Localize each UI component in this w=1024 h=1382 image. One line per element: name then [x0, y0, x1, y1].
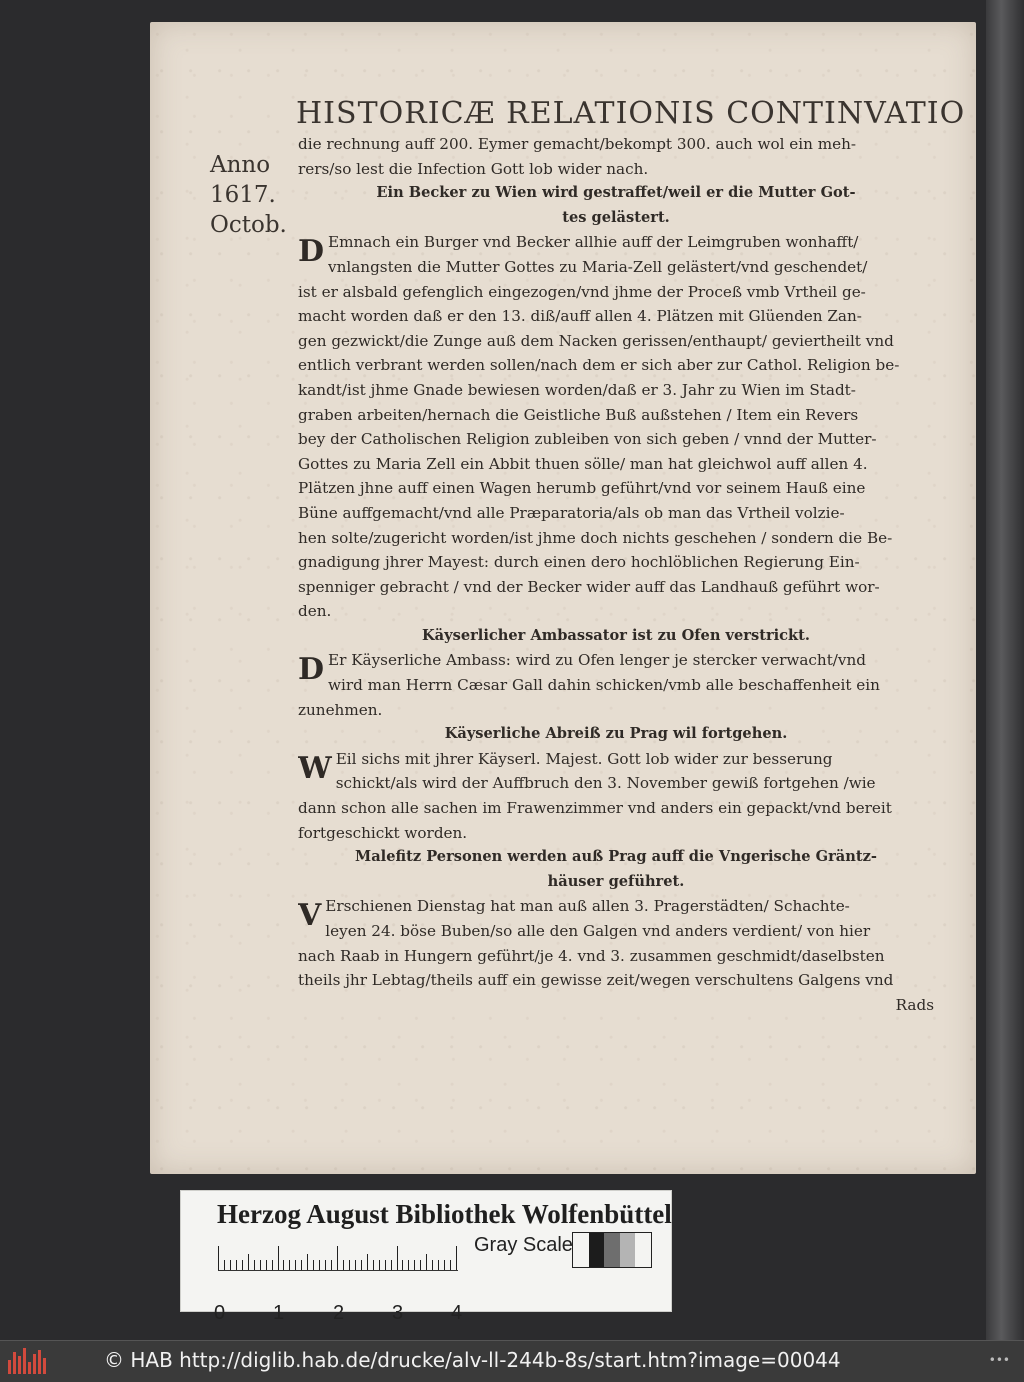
viewer-footer — [0, 1340, 1024, 1382]
ruler-tick — [307, 1254, 308, 1270]
ruler-tick — [444, 1260, 445, 1270]
ruler-number: 1 — [273, 1302, 285, 1324]
ruler-tick — [230, 1260, 231, 1270]
ruler-tick — [361, 1260, 362, 1270]
drop-initial: D — [298, 652, 325, 688]
logo-bar — [13, 1352, 16, 1374]
ruler-tick — [224, 1260, 225, 1270]
text-line: bey der Catholischen Religion zubleiben von sich geben / vnnd der Mutter- — [298, 430, 877, 449]
text-line: Eil sichs mit jhrer Käyserl. Majest. Gott lob wider zur besserung — [335, 749, 833, 768]
ruler-tick — [272, 1260, 273, 1270]
text-line: Erschienen Dienstag hat man auß allen 3. Pragerstädten/ Schachte- — [325, 897, 850, 916]
paragraph-2 — [298, 648, 934, 722]
text-line: kandt/ist jhme Gnade bewiesen worden/daß er 3. Jahr zu Wien im Stadt- — [298, 380, 856, 399]
more-icon[interactable]: ••• — [988, 1353, 1010, 1367]
logo-bar — [28, 1362, 31, 1374]
text-line: ist er alsbald gefenglich eingezogen/vnd jhme der Proceß vmb Vrtheil ge- — [298, 282, 866, 301]
ruler-tick — [343, 1260, 344, 1270]
logo-bar — [23, 1348, 26, 1374]
text-line: den. — [298, 602, 332, 621]
section-heading: Malefitz Personen werden auß Prag auff die Vngerische Gräntz- — [355, 848, 877, 866]
text-line: gnadigung jhrer Mayest: durch einen dero hochlöblichen Regierung Ein- — [298, 553, 860, 572]
ruler-tick — [402, 1260, 403, 1270]
paragraph-1 — [298, 230, 934, 624]
logo-bar — [8, 1360, 11, 1374]
ruler-tick — [379, 1260, 380, 1270]
margin-note — [210, 150, 296, 240]
ruler-tick — [349, 1260, 350, 1270]
ruler-tick — [295, 1260, 296, 1270]
text-line: graben arbeiten/hernach die Geistliche Buß außstehen / Item ein Revers — [298, 405, 859, 424]
ruler-tick — [301, 1260, 302, 1270]
logo-bar — [33, 1354, 36, 1374]
ruler-tick — [278, 1246, 279, 1270]
text-line: hen solte/zugericht worden/ist jhme doch nichts geschehen / sondern die Be- — [298, 528, 893, 547]
ruler-number: 2 — [333, 1302, 345, 1324]
paragraph-4 — [298, 894, 934, 992]
text-line: die rechnung auff 200. Eymer gemacht/bekompt 300. auch wol ein meh- — [298, 135, 857, 153]
gray-swatch — [604, 1233, 620, 1267]
hab-logo-icon — [8, 1348, 48, 1374]
ruler-tick — [408, 1260, 409, 1270]
text-line: Plätzen jhne auff einen Wagen herumb geführt/vnd vor seinem Hauß eine — [298, 479, 866, 498]
ruler-tick — [254, 1260, 255, 1270]
ruler-number: 3 — [392, 1302, 404, 1324]
ruler-tick — [373, 1260, 374, 1270]
catchword: Rads — [895, 995, 934, 1014]
logo-bar — [38, 1350, 41, 1374]
ruler-tick — [313, 1260, 314, 1270]
ruler-tick — [337, 1246, 338, 1270]
text-line: theils jhr Lebtag/theils auff ein gewisse zeit/wegen verschultens Galgens vnd — [298, 971, 894, 990]
paragraph-3 — [298, 747, 934, 845]
ruler-tick — [283, 1260, 284, 1270]
gray-swatch — [635, 1233, 651, 1267]
gray-swatch — [589, 1233, 605, 1267]
ruler-tick — [420, 1260, 421, 1270]
ruler — [218, 1244, 458, 1271]
text-line: entlich verbrant werden sollen/nach dem er sich aber zur Cathol. Religion be- — [298, 356, 900, 375]
library-title: Herzog August Bibliothek Wolfenbüttel — [217, 1199, 672, 1229]
text-line: wird man Herrn Cæsar Gall dahin schicken/vmb alle beschaffenheit ein — [328, 676, 880, 695]
text-line: Emnach ein Burger vnd Becker allhie auff der Leimgruben wonhafft/ — [328, 233, 859, 252]
text-line: rers/so lest die Infection Gott lob wider nach. — [298, 159, 649, 178]
ruler-tick — [438, 1260, 439, 1270]
gray-swatches — [572, 1232, 652, 1268]
text-line: spenniger gebracht / vnd der Becker wider auff das Landhauß geführt wor- — [298, 577, 880, 596]
section-heading: Käyserlicher Ambassator ist zu Ofen verstrickt. — [422, 626, 810, 644]
gray-swatch — [620, 1233, 636, 1267]
ruler-tick — [248, 1254, 249, 1270]
text-line: schickt/als wird der Auffbruch den 3. November gewiß fortgehen /wie — [335, 774, 876, 793]
ruler-tick — [331, 1260, 332, 1270]
ruler-tick — [289, 1260, 290, 1270]
ruler-tick — [397, 1246, 398, 1270]
running-head: HISTORICÆ RELATIONIS CONTINVATIO — [296, 96, 966, 131]
logo-bar — [18, 1356, 21, 1374]
section-heading: Käyserliche Abreiß zu Prag wil fortgehen. — [444, 725, 788, 743]
ruler-tick — [391, 1260, 392, 1270]
text-line: vnlangsten die Mutter Gottes zu Maria-Zell gelästert/vnd geschendet/ — [328, 257, 868, 276]
margin-note-line: Anno — [210, 152, 271, 178]
text-line: dann schon alle sachen im Frawenzimmer vnd anders ein gepackt/vnd bereit — [298, 799, 892, 818]
ruler-tick — [450, 1260, 451, 1270]
logo-bar — [43, 1358, 46, 1374]
text-line: macht worden daß er den 13. diß/auff allen 4. Plätzen mit Glüenden Zan- — [298, 307, 862, 326]
ruler-number: 0 — [214, 1302, 226, 1324]
text-line: gen gezwickt/die Zunge auß dem Nacken gerissen/enthaupt/ geviertheilt vnd — [298, 331, 894, 350]
drop-initial: D — [298, 234, 325, 270]
ruler-tick — [432, 1260, 433, 1270]
text-line: Büne auffgemacht/vnd alle Præparatoria/als ob man das Vrtheil volzie- — [298, 503, 845, 522]
text-line: leyen 24. böse Buben/so alle den Galgen vnd anders verdient/ von hier — [325, 922, 871, 940]
section-heading: häuser geführet. — [547, 872, 685, 890]
margin-note-line: 1617. — [210, 182, 276, 208]
text-line: Er Käyserliche Ambass: wird zu Ofen lenger je stercker verwacht/vnd — [328, 651, 867, 670]
ruler-tick — [367, 1254, 368, 1270]
drop-initial: W — [298, 750, 332, 786]
ruler-tick — [266, 1260, 267, 1270]
text-line: fortgeschickt worden. — [298, 823, 468, 842]
ruler-tick — [414, 1260, 415, 1270]
ruler-tick — [242, 1260, 243, 1270]
ruler-tick — [456, 1246, 457, 1270]
ruler-tick — [385, 1260, 386, 1270]
ruler-tick — [325, 1260, 326, 1270]
section-heading: tes gelästert. — [562, 208, 670, 226]
ruler-number: 4 — [451, 1302, 463, 1324]
text-line: Gottes zu Maria Zell ein Abbit thuen sölle/ man hat gleichwol auff allen 4. — [298, 454, 868, 473]
book-edge — [986, 0, 1024, 1340]
ruler-tick — [355, 1260, 356, 1270]
ruler-tick — [426, 1254, 427, 1270]
text-line: zunehmen. — [298, 700, 383, 719]
drop-initial: V — [298, 898, 322, 934]
gray-scale-label: Gray Scale — [474, 1234, 573, 1256]
text-line: nach Raab in Hungern geführt/je 4. vnd 3. zusammen geschmidt/daselbsten — [298, 946, 885, 965]
ruler-tick — [260, 1260, 261, 1270]
gray-swatch — [573, 1233, 589, 1267]
margin-note-line: Octob. — [210, 212, 287, 238]
ruler-tick — [319, 1260, 320, 1270]
copyright-url[interactable]: © HAB http://diglib.hab.de/drucke/alv-ll-244b-8s/start.htm?image=00044 — [104, 1348, 841, 1372]
section-heading: Ein Becker zu Wien wird gestraffet/weil er die Mutter Got- — [376, 184, 856, 202]
ruler-tick — [218, 1246, 219, 1270]
page-body — [298, 132, 934, 1017]
ruler-tick — [236, 1260, 237, 1270]
